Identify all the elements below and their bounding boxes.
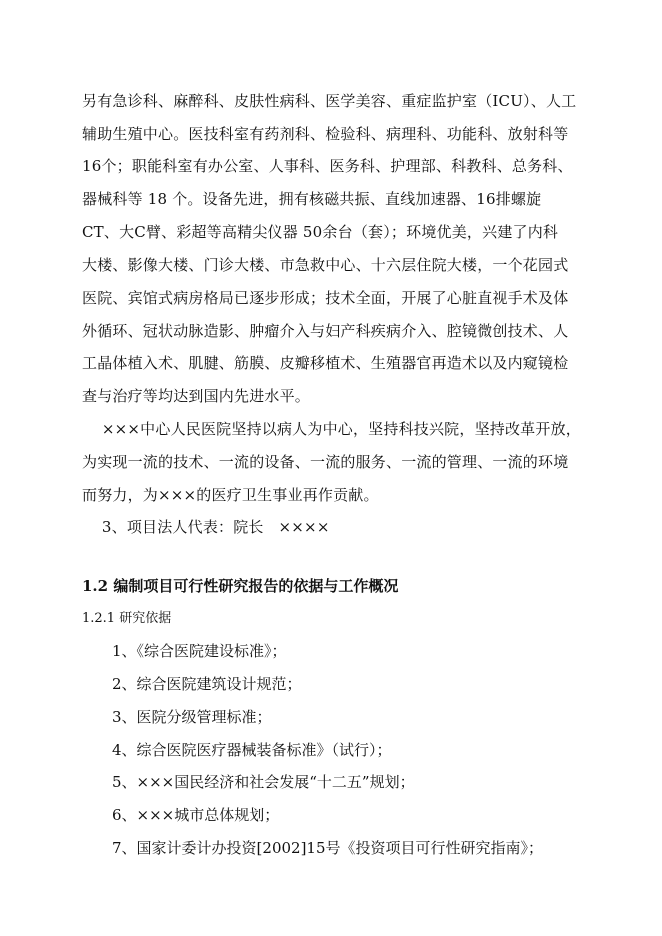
- list-item: 2、综合医院建筑设计规范；: [112, 675, 302, 693]
- paragraph-line: 大楼、影像大楼、门诊大楼、市急救中心、十六层住院大楼，一个花园式: [82, 256, 569, 274]
- paragraph-line: 查与治疗等均达到国内先进水平。: [82, 387, 311, 405]
- paragraph-line: 医院、宾馆式病房格局已逐步形成；技术全面，开展了心脏直视手术及体: [82, 289, 569, 307]
- section-heading-1-2: 1.2 编制项目可行性研究报告的依据与工作概况: [82, 577, 399, 595]
- paragraph-line: 工晶体植入术、肌腱、筋膜、皮瓣移植术、生殖器官再造术以及内窥镜检: [82, 354, 569, 372]
- paragraph-line: 外循环、冠状动脉造影、肿瘤介入与妇产科疾病介入、腔镜微创技术、人: [82, 322, 569, 340]
- list-item: 4、综合医院医疗器械装备标准》（试行）；: [112, 741, 392, 759]
- paragraph-line: CT、大C臂、彩超等高精尖仪器 50余台（套）；环境优美，兴建了内科: [82, 223, 559, 241]
- paragraph-line: 而努力，为×××的医疗卫生事业再作贡献。: [82, 486, 379, 504]
- list-item: 5、×××国民经济和社会发展“十二五”规划；: [112, 773, 415, 791]
- paragraph-line: 另有急诊科、麻醉科、皮肤性病科、医学美容、重症监护室（ICU）、人工: [82, 92, 577, 110]
- paragraph-line: 器械科等 18 个。设备先进，拥有核磁共振、直线加速器、16排螺旋: [82, 190, 542, 208]
- list-item: 1、《综合医院建设标准》；: [112, 642, 287, 660]
- list-item: 7、国家计委计办投资[2002]15号《投资项目可行性研究指南》；: [112, 839, 544, 857]
- list-item: 3、医院分级管理标准；: [112, 708, 272, 726]
- section-heading-1-2-1: 1.2.1 研究依据: [82, 611, 172, 626]
- list-item: 6、×××城市总体规划；: [112, 806, 280, 824]
- paragraph-line: 为实现一流的技术、一流的设备、一流的服务、一流的管理、一流的环境: [82, 453, 569, 471]
- paragraph-line: ×××中心人民医院坚持以病人为中心，坚持科技兴院，坚持改革开放，: [82, 420, 581, 438]
- legal-representative: 3、项目法人代表：院长 ××××: [82, 518, 330, 536]
- paragraph-line: 辅助生殖中心。医技科室有药剂科、检验科、病理科、功能科、放射科等: [82, 125, 569, 143]
- paragraph-line: 16个；职能科室有办公室、人事科、医务科、护理部、科教科、总务科、: [82, 157, 573, 175]
